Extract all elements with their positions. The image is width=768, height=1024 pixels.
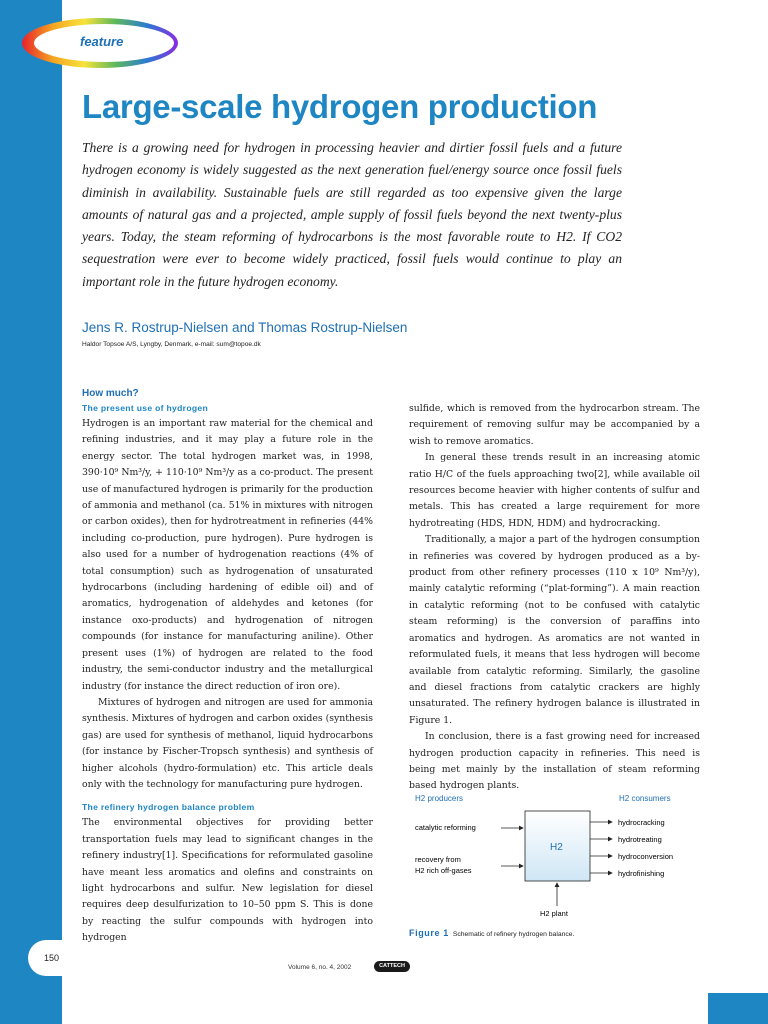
article-title: Large-scale hydrogen production xyxy=(82,88,598,125)
corner-color-block xyxy=(708,993,768,1024)
hydrogen-balance-diagram xyxy=(405,788,705,938)
paragraph: In conclusion, there is a fast growing need for increased hydrogen production capacity in refineries. This need is being met mainly by the installation of steam reforming based hydrogen plants. xyxy=(409,731,700,792)
output-label: hydrocracking xyxy=(618,818,665,827)
figure-caption-label: Figure 1 xyxy=(409,928,449,938)
section-heading-how-much: How much? xyxy=(82,388,139,399)
page-number: 150 xyxy=(28,940,68,976)
figure-caption xyxy=(409,928,574,938)
figure-caption-text: Schematic of refinery hydrogen balance. xyxy=(452,931,575,938)
paragraph: Mixtures of hydrogen and nitrogen are used for ammonia synthesis. Mixtures of hydrogen and carbon oxides (synthesis gas) are used for synthesis of methanol, liquid hydrocarbons (for instance by Fischer-Tropsch synthesis) and synthesis of higher alcohols (hydro-formulation) etc. This article deals only with the technology for manufacturing pure hydrogen. xyxy=(82,696,373,790)
output-label: hydrofinishing xyxy=(618,869,665,878)
left-color-bar xyxy=(0,0,62,1024)
plant-label: H2 plant xyxy=(540,909,568,918)
input-label: H2 rich off-gases xyxy=(415,866,472,875)
h2-center-label: H2 xyxy=(550,842,563,853)
article-authors: Jens R. Rostrup-Nielsen and Thomas Rostrup-Nielsen xyxy=(82,320,408,335)
input-label: catalytic reforming xyxy=(415,823,476,832)
feature-label: feature xyxy=(80,34,124,49)
subheading-present-use: The present use of hydrogen xyxy=(82,403,209,413)
input-label: recovery from xyxy=(415,855,461,864)
paragraph: sulfide, which is removed from the hydrocarbon stream. The requirement of removing sulfur may be accompanied by a wish to remove aromatics. xyxy=(409,403,700,447)
footer-volume: Volume 6, no. 4, 2002 xyxy=(288,964,352,971)
subheading-refinery-balance: The refinery hydrogen balance problem xyxy=(82,802,255,813)
article-abstract: There is a growing need for hydrogen in processing heavier and dirtier fossil fuels and a future hydrogen economy is widely suggested as the next generation fuel/energy source once fossil fuels diminish in availability. Sustainable fuels are still regarded as too expensive given the large amounts of natural gas and a projected, ample supply of fossil fuels beyond the next twenty-plus years. Today, the steam reforming of hydrocarbons is the most favorable route to H2. If CO2 sequestration were ever to become widely practiced, fossil fuels would continue to play an important role in the future hydrogen economy. xyxy=(82,140,622,289)
producers-heading: H2 producers xyxy=(415,794,464,803)
paragraph: Traditionally, a major a part of the hydrogen consumption in refineries was covered by hydrogen produced as a by-product from other refinery processes (110 x 10⁹ Nm³/y), mainly catalytic reforming (“plat-forming”). A main reaction in catalytic reforming (not to be confused with catalytic steam reforming) is the conversion of paraffins into aromatics and hydrogen. As aromatics are not wanted in reformulated fuels, it means that less hydrogen will become available from catalytic reforming. Similarly, the gasoline and diesel fractions from catalytic crackers are highly unsaturated. The refinery hydrogen balance is illustrated in Figure 1. xyxy=(409,534,700,726)
output-label: hydrotreating xyxy=(618,835,662,844)
paragraph: The environmental objectives for providing better transportation fuels may lead to significant changes in the refinery industry[1]. Specifications for reformulated gasoline have meant less aromatics and olefins and constraints on light hydrocarbons and sulfur. New legislation for diesel requires deep desulfurization to 10–50 ppm S. This is done by reacting the sulfur compounds with hydrogen into hydrogen xyxy=(82,817,373,944)
output-label: hydroconversion xyxy=(618,852,674,861)
consumers-heading: H2 consumers xyxy=(619,794,671,803)
paragraph: Hydrogen is an important raw material for the chemical and refining industries, and it may play a future role in the energy sector. The total hydrogen market was, in 1998, 390·10⁹ Nm³/y, + 110·10⁹ Nm³/y as a co-product. The present use of manufactured hydrogen is primarily for the production of ammonia and methanol (ca. 51% in mixtures with nitrogen or carbon oxides), then for hydrotreatment in refineries (44% including co-production, pure hydrogen). Pure hydrogen is also used for a number of hydrogenation reactions (4% of total consumption) such as hydrogenation of unsaturated hydrocarbons (including hardening of edible oil) and of aromatics, hydrogenation of aldehydes and ketones (for instance oxo-products) and hydrogenation of nitrogen compounds (for instance for manufacturing aniline). Other present uses (1%) of hydrogen are related to the food industry, the semi-conductor industry and the metallurgical industry (for instance the direct reduction of iron ore). xyxy=(82,418,374,692)
text-column-left xyxy=(82,386,373,947)
paragraph: In general these trends result in an increasing atomic ratio H/C of the fuels approaching two[2], while available oil resources become heavier with higher contents of sulfur and metals. This has created a large requirement for more hydrotreating (HDS, HDN, HDM) and hydrocracking. xyxy=(409,452,700,529)
cattech-logo: CATTECH xyxy=(374,961,410,972)
article-affiliation: Haldor Topsoe A/S, Lyngby, Denmark, e-mail: sum@topoe.dk xyxy=(82,341,261,348)
text-column-right xyxy=(409,401,700,795)
